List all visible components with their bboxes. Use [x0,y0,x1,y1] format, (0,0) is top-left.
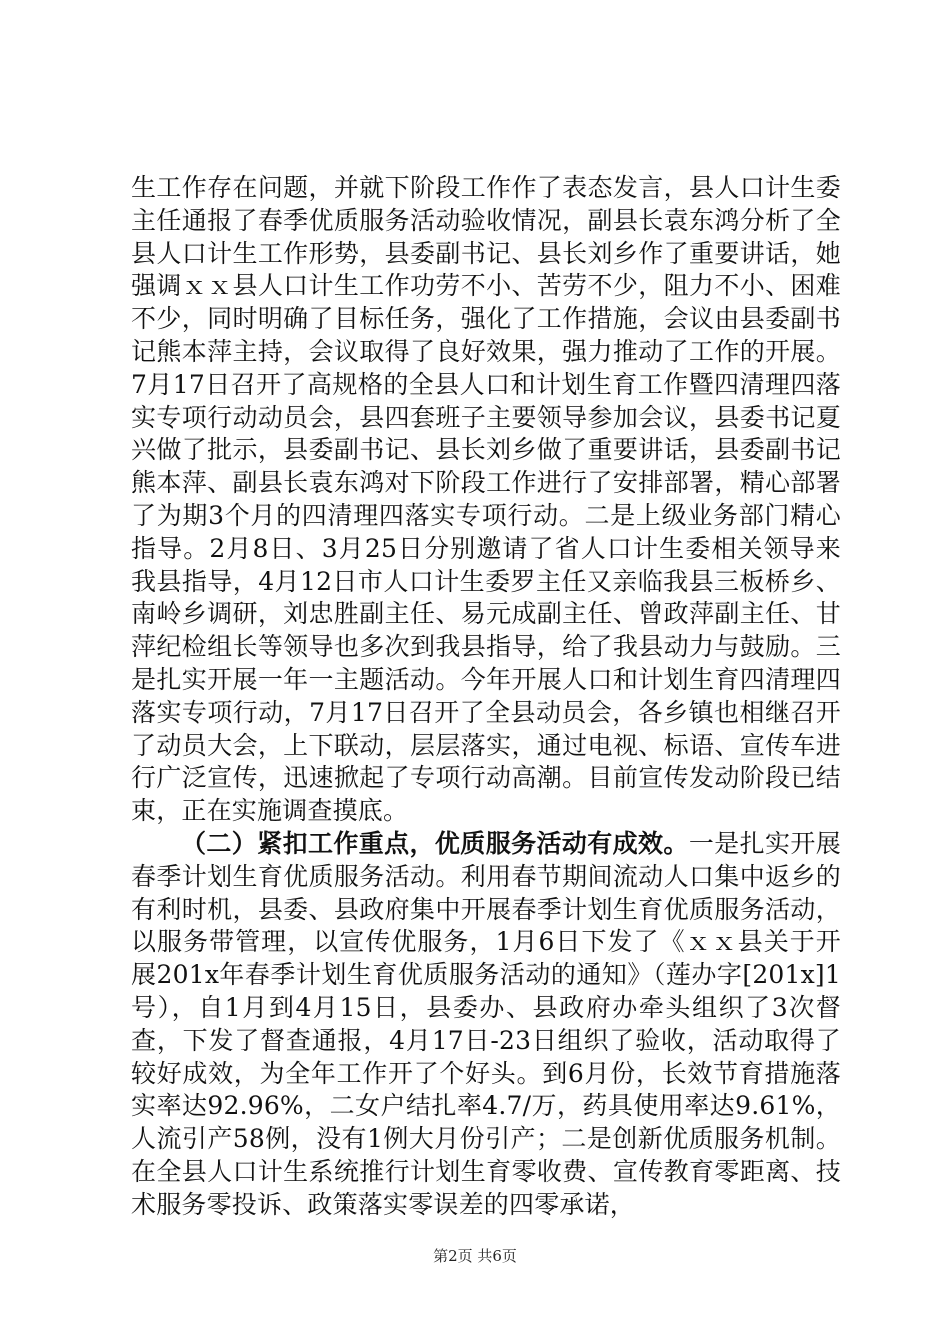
paragraph-2 [131,828,841,1222]
paragraph-1 [131,172,841,828]
section-heading: （二）紧扣工作重点，优质服务活动有成效。 [181,828,689,858]
document-body [131,172,841,1222]
paragraph-1-text: 生工作存在问题，并就下阶段工作作了表态发言，县人口计生委主任通报了春季优质服务活动验收情况，副县长袁东鸿分析了全县人口计生工作形势，县委副书记、县长刘乡作了重要讲话，她强调ｘｘ县人口计生工作功劳不小、苦劳不少，阻力不小、困难不少，同时明确了目标任务，强化了工作措施，会议由县委副书记熊本萍主持，会议取得了良好效果，强力推动了工作的开展。7月17日召开了高规格的全县人口和计划生育工作暨四清理四落实专项行动动员会，县四套班子主要领导参加会议，县委书记夏兴做了批示，县委副书记、县长刘乡做了重要讲话，县委副书记熊本萍、副县长袁东鸿对下阶段工作进行了安排部署，精心部署了为期3个月的四清理四落实专项行动。二是上级业务部门精心指导。2月8日、3月25日分别邀请了省人口计生委相关领导来我县指导，4月12日市人口计生委罗主任又亲临我县三板桥乡、南岭乡调研，刘忠胜副主任、易元成副主任、曾政萍副主任、甘萍纪检组长等领导也多次到我县指导，给了我县动力与鼓励。三是扎实开展一年一主题活动。今年开展人口和计划生育四清理四落实专项行动，7月17日召开了全县动员会，各乡镇也相继召开了动员大会，上下联动，层层落实，通过电视、标语、宣传车进行广泛宣传，迅速掀起了专项行动高潮。目前宣传发动阶段已结束，正在实施调查摸底。 [131,173,841,826]
page-footer [0,1246,950,1266]
paragraph-2-text: 一是扎实开展春季计划生育优质服务活动。利用春节期间流动人口集中返乡的有利时机，县委、县政府集中开展春季计划生育优质服务活动，以服务带管理，以宣传优服务，1月6日下发了《ｘｘ县关于开展201x年春季计划生育优质服务活动的通知》（莲办字[201x]1号），自1月到4月15日，县委办、县政府办牵头组织了3次督查，下发了督查通报，4月17日-23日组织了验收，活动取得了较好成效，为全年工作开了个好头。到6月份，长效节育措施落实率达92.96%，二女户结扎率4.7/万，药具使用率达9.61%，人流引产58例，没有1例大月份引产；二是创新优质服务机制。在全县人口计生系统推行计划生育零收费、宣传教育零距离、技术服务零投诉、政策落实零误差的四零承诺， [131,828,841,1219]
page-number: 第2页 共6页 [433,1247,517,1265]
